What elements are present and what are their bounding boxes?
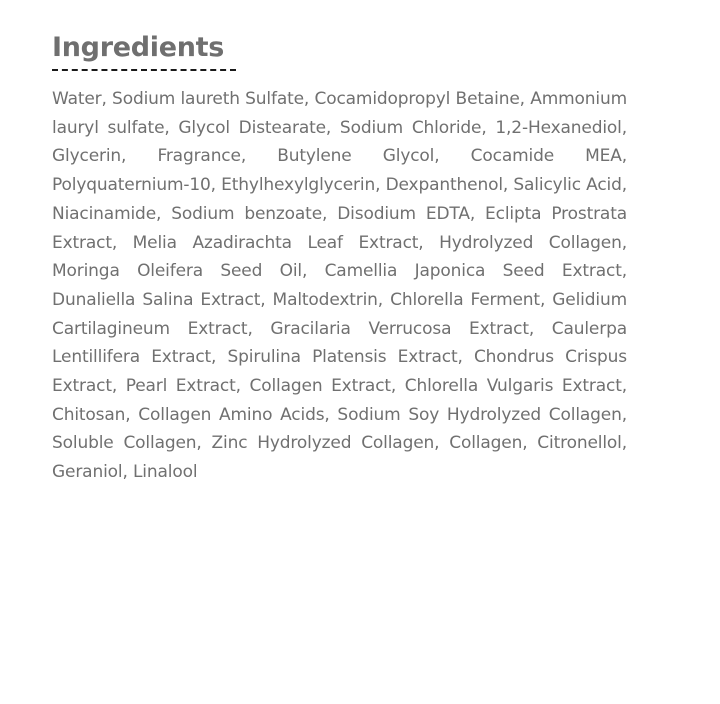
ingredients-heading: Ingredients (52, 32, 225, 63)
ingredients-list-text: Water, Sodium laureth Sulfate, Cocamidopropyl Betaine, Ammonium lauryl sulfate, Glycol Distearate, Sodium Chloride, 1,2-Hexanediol, Glycerin, Fragrance, Butylene Glycol, Cocamide MEA, Polyquaternium-10, Ethylhexylglycerin, Dexpanthenol, Salicylic Acid, Niacinamide, Sodium benzoate, Disodium EDTA, Eclipta Prostrata Extract, Melia Azadirachta Leaf Extract, Hydrolyzed Collagen, Moringa Oleifera Seed Oil, Camellia Japonica Seed Extract, Dunaliella Salina Extract, Maltodextrin, Chlorella Ferment, Gelidium Cartilagineum Extract, Gracilaria Verrucosa Extract, Caulerpa Lentillifera Extract, Spirulina Platensis Extract, Chondrus Crispus Extract, Pearl Extract, Collagen Extract, Chlorella Vulgaris Extract, Chitosan, Collagen Amino Acids, Sodium Soy Hydrolyzed Collagen, Soluble Collagen, Zinc Hydrolyzed Collagen, Collagen, Citronellol, Geraniol, Linalool (52, 89, 628, 483)
ingredients-panel (52, 30, 627, 487)
heading-dashed-underline (52, 69, 236, 71)
